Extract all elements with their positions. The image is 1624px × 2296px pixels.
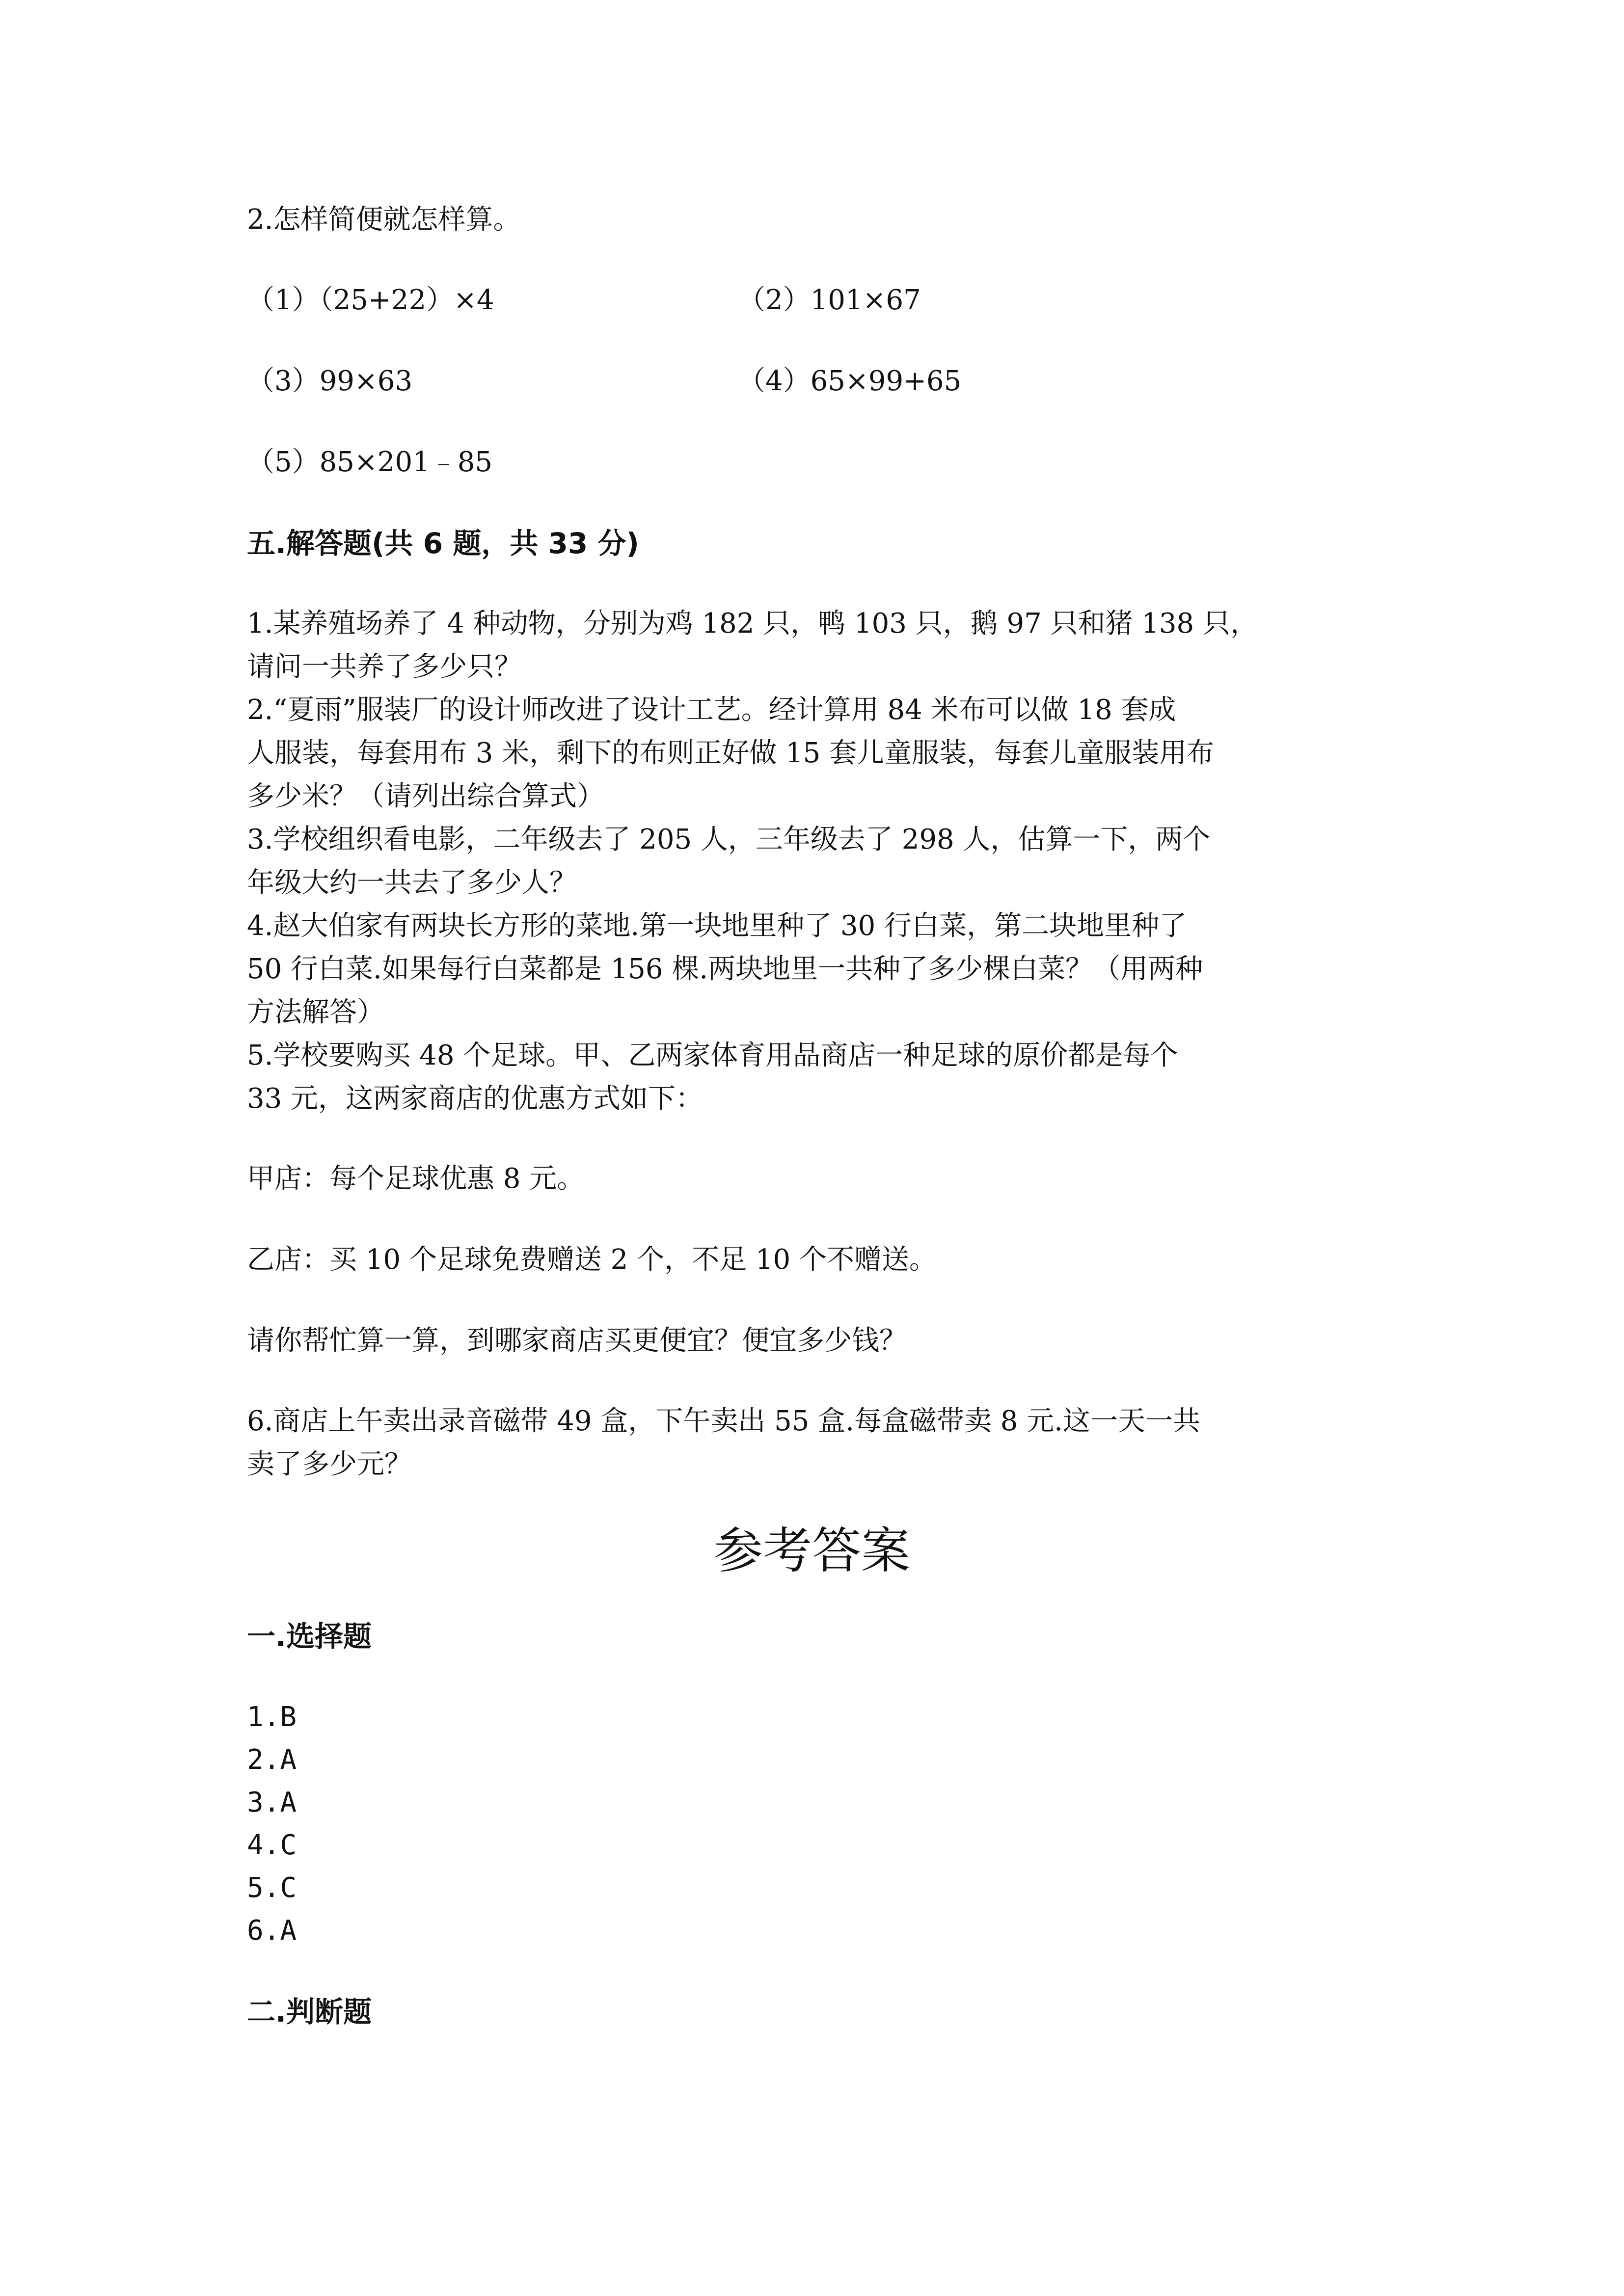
calc-item-1: （1）（25+22）×4 — [247, 284, 494, 316]
problem-1-line-2: 请问一共养了多少只？ — [247, 651, 522, 683]
answer-item-1: 1.B — [247, 1701, 297, 1733]
problem-5-shop-a: 甲店：每个足球优惠 8 元。 — [247, 1163, 585, 1195]
q2-title: 2.怎样简便就怎样算。 — [247, 204, 521, 236]
answer-item-3: 3.A — [247, 1787, 297, 1818]
problem-2-line-3: 多少米？（请列出综合算式） — [247, 780, 604, 812]
calc-item-5: （5）85×201﹣85 — [247, 446, 492, 478]
calc-item-4: （4）65×99+65 — [738, 365, 962, 397]
calc-item-2: （2）101×67 — [738, 284, 921, 316]
problem-5-line-2: 33 元，这两家商店的优惠方式如下： — [247, 1083, 704, 1115]
problem-5-line-1: 5.学校要购买 48 个足球。甲、乙两家体育用品商店一种足球的原价都是每个 — [247, 1040, 1178, 1071]
answer-item-2: 2.A — [247, 1744, 297, 1776]
problem-3-line-1: 3.学校组织看电影，二年级去了 205 人，三年级去了 298 人，估算一下，两个 — [247, 824, 1211, 855]
answers-section1-heading: 一.选择题 — [247, 1620, 372, 1653]
problem-4-line-1: 4.赵大伯家有两块长方形的菜地.第一块地里种了 30 行白菜，第二块地里种了 — [247, 910, 1187, 942]
problem-3-line-2: 年级大约一共去了多少人？ — [247, 867, 577, 899]
problem-6-line-2: 卖了多少元？ — [247, 1448, 412, 1480]
answers-section2-heading: 二.判断题 — [247, 1995, 372, 2029]
problem-5-question: 请你帮忙算一算，到哪家商店买更便宜？便宜多少钱？ — [247, 1325, 907, 1357]
problem-5-shop-b: 乙店：买 10 个足球免费赠送 2 个，不足 10 个不赠送。 — [247, 1244, 937, 1276]
answer-key-title: 参考答案 — [714, 1522, 910, 1579]
problem-4-line-3: 方法解答） — [247, 996, 384, 1028]
answer-item-5: 5.C — [247, 1872, 297, 1904]
answer-item-4: 4.C — [247, 1829, 297, 1861]
calc-item-3: （3）99×63 — [247, 365, 413, 397]
problem-2-line-1: 2.“夏雨”服装厂的设计师改进了设计工艺。经计算用 84 米布可以做 18 套成 — [247, 694, 1176, 726]
problem-4-line-2: 50 行白菜.如果每行白菜都是 156 棵.两块地里一共种了多少棵白菜？（用两种 — [247, 953, 1203, 985]
answer-item-6: 6.A — [247, 1915, 297, 1947]
problem-2-line-2: 人服装，每套用布 3 米，剩下的布则正好做 15 套儿童服装，每套儿童服装用布 — [247, 737, 1215, 769]
problem-6-line-1: 6.商店上午卖出录音磁带 49 盒，下午卖出 55 盒.每盒磁带卖 8 元.这一天一共 — [247, 1405, 1200, 1437]
section5-heading: 五.解答题(共 6 题，共 33 分) — [247, 527, 639, 560]
problem-1-line-1: 1.某养殖场养了 4 种动物，分别为鸡 182 只，鸭 103 只，鹅 97 只和猪 138 只， — [247, 608, 1258, 640]
